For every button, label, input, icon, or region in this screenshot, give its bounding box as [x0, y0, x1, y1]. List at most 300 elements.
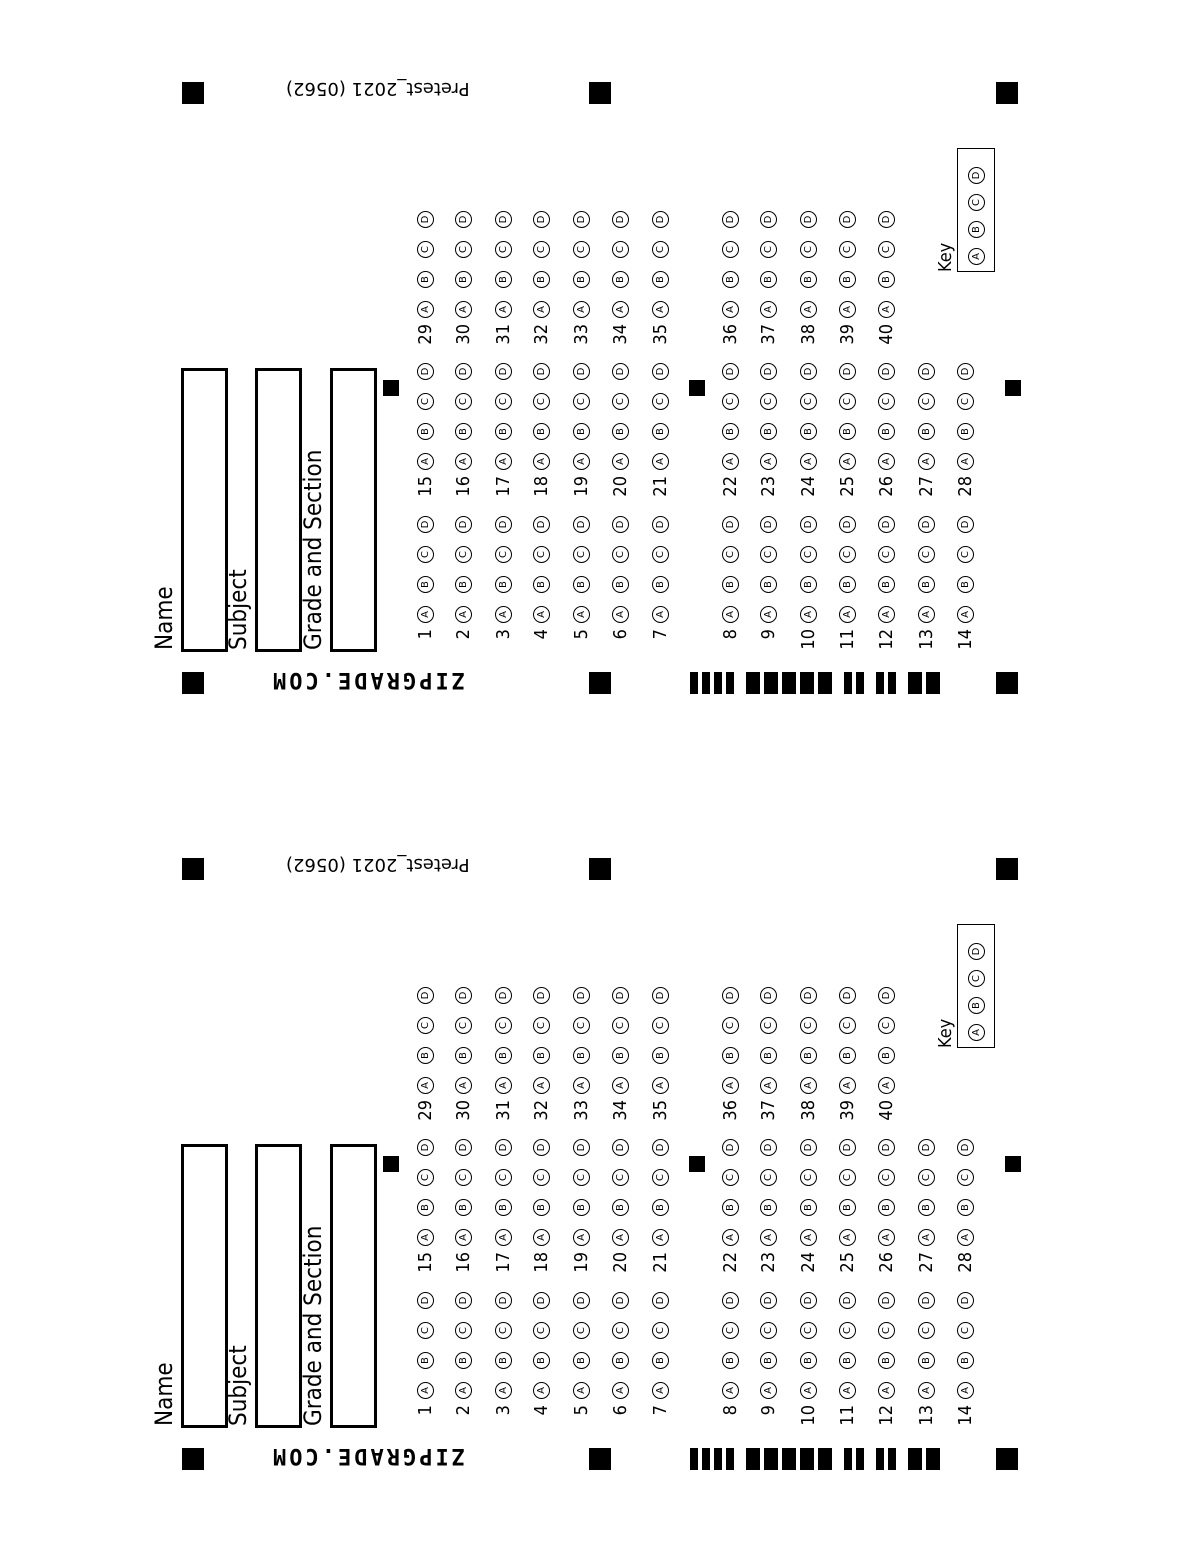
bubble-b[interactable]: B — [573, 271, 590, 288]
bubble-d[interactable]: D — [839, 1292, 856, 1309]
bubble-c[interactable]: C — [652, 546, 669, 563]
bubble-d[interactable]: D — [495, 1292, 512, 1309]
field-box-1[interactable] — [255, 1144, 302, 1428]
bubble-a[interactable]: A — [455, 1382, 472, 1399]
bubble-c[interactable]: C — [573, 546, 590, 563]
bubble-a[interactable]: A — [652, 301, 669, 318]
bubble-d[interactable]: D — [722, 1292, 739, 1309]
bubble-a[interactable]: A — [495, 301, 512, 318]
bubble-d[interactable]: D — [800, 516, 817, 533]
bubble-c[interactable]: C — [800, 1322, 817, 1339]
bubble-b[interactable]: B — [839, 1047, 856, 1064]
bubble-b[interactable]: B — [533, 1047, 550, 1064]
bubble-b[interactable]: B — [957, 1199, 974, 1216]
bubble-d[interactable]: D — [417, 1292, 434, 1309]
bubble-c[interactable]: C — [455, 1169, 472, 1186]
bubble-c[interactable]: C — [878, 393, 895, 410]
bubble-a[interactable]: A — [455, 606, 472, 623]
bubble-a[interactable]: A — [612, 1077, 629, 1094]
bubble-a[interactable]: A — [878, 1229, 895, 1246]
bubble-c[interactable]: C — [918, 546, 935, 563]
bubble-d[interactable]: D — [878, 516, 895, 533]
bubble-b[interactable]: B — [800, 1199, 817, 1216]
bubble-b[interactable]: B — [760, 271, 777, 288]
bubble-a[interactable]: A — [878, 301, 895, 318]
bubble-c[interactable]: C — [417, 1322, 434, 1339]
bubble-c[interactable]: C — [722, 241, 739, 258]
bubble-a[interactable]: A — [495, 606, 512, 623]
bubble-c[interactable]: C — [878, 1017, 895, 1034]
bubble-c[interactable]: C — [957, 1322, 974, 1339]
bubble-d[interactable]: D — [760, 1139, 777, 1156]
bubble-a[interactable]: A — [533, 1382, 550, 1399]
bubble-a[interactable]: A — [455, 1229, 472, 1246]
bubble-d[interactable]: D — [612, 211, 629, 228]
bubble-b[interactable]: B — [722, 1047, 739, 1064]
bubble-a[interactable]: A — [800, 301, 817, 318]
bubble-c[interactable]: C — [760, 1017, 777, 1034]
bubble-b[interactable]: B — [722, 1352, 739, 1369]
bubble-c[interactable]: C — [417, 393, 434, 410]
bubble-d[interactable]: D — [417, 1139, 434, 1156]
bubble-a[interactable]: A — [839, 1229, 856, 1246]
bubble-b[interactable]: B — [800, 271, 817, 288]
bubble-d[interactable]: D — [533, 987, 550, 1004]
bubble-c[interactable]: C — [800, 393, 817, 410]
bubble-d[interactable]: D — [417, 987, 434, 1004]
bubble-a[interactable]: A — [722, 606, 739, 623]
bubble-a[interactable]: A — [417, 453, 434, 470]
bubble-b[interactable]: B — [455, 1199, 472, 1216]
bubble-b[interactable]: B — [495, 576, 512, 593]
bubble-a[interactable]: A — [652, 1382, 669, 1399]
key-bubble-b[interactable]: B — [968, 997, 985, 1014]
bubble-c[interactable]: C — [722, 393, 739, 410]
bubble-b[interactable]: B — [878, 271, 895, 288]
bubble-c[interactable]: C — [878, 1169, 895, 1186]
bubble-c[interactable]: C — [839, 1169, 856, 1186]
bubble-c[interactable]: C — [573, 241, 590, 258]
bubble-c[interactable]: C — [533, 546, 550, 563]
bubble-c[interactable]: C — [495, 393, 512, 410]
bubble-b[interactable]: B — [573, 423, 590, 440]
bubble-d[interactable]: D — [722, 987, 739, 1004]
bubble-b[interactable]: B — [839, 271, 856, 288]
bubble-b[interactable]: B — [760, 1047, 777, 1064]
bubble-c[interactable]: C — [918, 393, 935, 410]
bubble-d[interactable]: D — [573, 1139, 590, 1156]
bubble-d[interactable]: D — [533, 211, 550, 228]
bubble-b[interactable]: B — [573, 1199, 590, 1216]
bubble-c[interactable]: C — [839, 1017, 856, 1034]
bubble-c[interactable]: C — [652, 393, 669, 410]
bubble-b[interactable]: B — [612, 1199, 629, 1216]
bubble-d[interactable]: D — [455, 211, 472, 228]
bubble-d[interactable]: D — [533, 516, 550, 533]
bubble-a[interactable]: A — [918, 1229, 935, 1246]
bubble-c[interactable]: C — [800, 546, 817, 563]
bubble-d[interactable]: D — [652, 987, 669, 1004]
bubble-b[interactable]: B — [957, 423, 974, 440]
bubble-d[interactable]: D — [652, 1292, 669, 1309]
bubble-a[interactable]: A — [573, 301, 590, 318]
bubble-a[interactable]: A — [612, 453, 629, 470]
bubble-b[interactable]: B — [612, 576, 629, 593]
bubble-c[interactable]: C — [455, 1322, 472, 1339]
bubble-b[interactable]: B — [533, 423, 550, 440]
bubble-b[interactable]: B — [722, 271, 739, 288]
bubble-d[interactable]: D — [495, 516, 512, 533]
bubble-b[interactable]: B — [417, 423, 434, 440]
bubble-c[interactable]: C — [652, 1017, 669, 1034]
bubble-b[interactable]: B — [878, 1047, 895, 1064]
bubble-a[interactable]: A — [573, 453, 590, 470]
bubble-b[interactable]: B — [573, 1047, 590, 1064]
bubble-b[interactable]: B — [533, 1352, 550, 1369]
bubble-b[interactable]: B — [533, 271, 550, 288]
bubble-a[interactable]: A — [760, 1077, 777, 1094]
bubble-c[interactable]: C — [652, 1169, 669, 1186]
bubble-d[interactable]: D — [533, 1139, 550, 1156]
bubble-d[interactable]: D — [878, 1292, 895, 1309]
bubble-a[interactable]: A — [652, 453, 669, 470]
bubble-b[interactable]: B — [652, 1352, 669, 1369]
bubble-a[interactable]: A — [760, 606, 777, 623]
bubble-d[interactable]: D — [612, 987, 629, 1004]
bubble-c[interactable]: C — [760, 241, 777, 258]
bubble-b[interactable]: B — [455, 576, 472, 593]
bubble-d[interactable]: D — [878, 1139, 895, 1156]
bubble-b[interactable]: B — [455, 271, 472, 288]
bubble-a[interactable]: A — [957, 606, 974, 623]
bubble-a[interactable]: A — [417, 1382, 434, 1399]
bubble-a[interactable]: A — [800, 606, 817, 623]
bubble-c[interactable]: C — [495, 241, 512, 258]
bubble-c[interactable]: C — [722, 546, 739, 563]
bubble-c[interactable]: C — [455, 393, 472, 410]
bubble-b[interactable]: B — [652, 1199, 669, 1216]
bubble-c[interactable]: C — [417, 546, 434, 563]
bubble-d[interactable]: D — [878, 987, 895, 1004]
bubble-b[interactable]: B — [612, 1352, 629, 1369]
bubble-c[interactable]: C — [573, 1169, 590, 1186]
bubble-d[interactable]: D — [455, 987, 472, 1004]
bubble-d[interactable]: D — [957, 1292, 974, 1309]
bubble-a[interactable]: A — [918, 606, 935, 623]
bubble-d[interactable]: D — [612, 1139, 629, 1156]
bubble-a[interactable]: A — [722, 453, 739, 470]
bubble-c[interactable]: C — [612, 1017, 629, 1034]
bubble-d[interactable]: D — [800, 363, 817, 380]
bubble-a[interactable]: A — [722, 1077, 739, 1094]
bubble-a[interactable]: A — [760, 301, 777, 318]
bubble-b[interactable]: B — [495, 1047, 512, 1064]
bubble-c[interactable]: C — [533, 1017, 550, 1034]
bubble-a[interactable]: A — [760, 1382, 777, 1399]
bubble-d[interactable]: D — [878, 363, 895, 380]
bubble-c[interactable]: C — [800, 1017, 817, 1034]
bubble-c[interactable]: C — [918, 1169, 935, 1186]
bubble-c[interactable]: C — [760, 1322, 777, 1339]
bubble-b[interactable]: B — [918, 423, 935, 440]
bubble-d[interactable]: D — [533, 363, 550, 380]
bubble-a[interactable]: A — [533, 1229, 550, 1246]
bubble-d[interactable]: D — [455, 363, 472, 380]
bubble-b[interactable]: B — [957, 576, 974, 593]
bubble-b[interactable]: B — [800, 423, 817, 440]
bubble-d[interactable]: D — [495, 363, 512, 380]
bubble-d[interactable]: D — [612, 1292, 629, 1309]
bubble-c[interactable]: C — [760, 1169, 777, 1186]
bubble-b[interactable]: B — [495, 423, 512, 440]
bubble-b[interactable]: B — [878, 1352, 895, 1369]
bubble-a[interactable]: A — [652, 1077, 669, 1094]
bubble-d[interactable]: D — [533, 1292, 550, 1309]
bubble-d[interactable]: D — [652, 211, 669, 228]
bubble-a[interactable]: A — [957, 453, 974, 470]
bubble-b[interactable]: B — [652, 423, 669, 440]
bubble-c[interactable]: C — [800, 241, 817, 258]
bubble-c[interactable]: C — [652, 1322, 669, 1339]
bubble-b[interactable]: B — [652, 271, 669, 288]
key-bubble-d[interactable]: D — [968, 167, 985, 184]
bubble-d[interactable]: D — [722, 1139, 739, 1156]
bubble-b[interactable]: B — [612, 423, 629, 440]
bubble-a[interactable]: A — [417, 606, 434, 623]
key-bubble-c[interactable]: C — [968, 194, 985, 211]
bubble-a[interactable]: A — [839, 1077, 856, 1094]
key-bubble-c[interactable]: C — [968, 970, 985, 987]
bubble-b[interactable]: B — [573, 1352, 590, 1369]
field-box-0[interactable] — [181, 368, 228, 652]
bubble-c[interactable]: C — [533, 393, 550, 410]
bubble-b[interactable]: B — [878, 576, 895, 593]
bubble-c[interactable]: C — [573, 1017, 590, 1034]
key-bubble-d[interactable]: D — [968, 943, 985, 960]
bubble-a[interactable]: A — [839, 453, 856, 470]
bubble-b[interactable]: B — [800, 1352, 817, 1369]
bubble-a[interactable]: A — [612, 301, 629, 318]
bubble-d[interactable]: D — [495, 211, 512, 228]
bubble-b[interactable]: B — [417, 576, 434, 593]
bubble-b[interactable]: B — [722, 423, 739, 440]
bubble-a[interactable]: A — [760, 453, 777, 470]
bubble-b[interactable]: B — [800, 1047, 817, 1064]
bubble-c[interactable]: C — [455, 241, 472, 258]
bubble-a[interactable]: A — [495, 453, 512, 470]
bubble-c[interactable]: C — [957, 1169, 974, 1186]
bubble-a[interactable]: A — [533, 301, 550, 318]
bubble-a[interactable]: A — [839, 606, 856, 623]
bubble-d[interactable]: D — [957, 363, 974, 380]
bubble-d[interactable]: D — [722, 363, 739, 380]
bubble-a[interactable]: A — [957, 1382, 974, 1399]
bubble-a[interactable]: A — [573, 1229, 590, 1246]
bubble-a[interactable]: A — [722, 1382, 739, 1399]
bubble-b[interactable]: B — [495, 1199, 512, 1216]
bubble-c[interactable]: C — [495, 1322, 512, 1339]
bubble-c[interactable]: C — [957, 546, 974, 563]
bubble-b[interactable]: B — [612, 1047, 629, 1064]
bubble-a[interactable]: A — [839, 301, 856, 318]
bubble-a[interactable]: A — [612, 606, 629, 623]
bubble-d[interactable]: D — [957, 516, 974, 533]
bubble-d[interactable]: D — [918, 1292, 935, 1309]
bubble-b[interactable]: B — [878, 1199, 895, 1216]
bubble-b[interactable]: B — [495, 1352, 512, 1369]
bubble-d[interactable]: D — [800, 1139, 817, 1156]
bubble-a[interactable]: A — [417, 301, 434, 318]
bubble-c[interactable]: C — [495, 1017, 512, 1034]
bubble-c[interactable]: C — [839, 546, 856, 563]
bubble-b[interactable]: B — [760, 576, 777, 593]
bubble-d[interactable]: D — [918, 363, 935, 380]
bubble-d[interactable]: D — [612, 516, 629, 533]
bubble-a[interactable]: A — [455, 453, 472, 470]
bubble-c[interactable]: C — [800, 1169, 817, 1186]
bubble-b[interactable]: B — [839, 1352, 856, 1369]
bubble-a[interactable]: A — [918, 453, 935, 470]
bubble-c[interactable]: C — [878, 1322, 895, 1339]
bubble-a[interactable]: A — [800, 1382, 817, 1399]
bubble-a[interactable]: A — [612, 1229, 629, 1246]
bubble-d[interactable]: D — [760, 363, 777, 380]
bubble-a[interactable]: A — [722, 301, 739, 318]
bubble-d[interactable]: D — [573, 211, 590, 228]
bubble-b[interactable]: B — [760, 1199, 777, 1216]
bubble-a[interactable]: A — [957, 1229, 974, 1246]
bubble-c[interactable]: C — [839, 393, 856, 410]
bubble-c[interactable]: C — [573, 1322, 590, 1339]
bubble-c[interactable]: C — [612, 393, 629, 410]
bubble-b[interactable]: B — [918, 1199, 935, 1216]
bubble-d[interactable]: D — [417, 516, 434, 533]
bubble-c[interactable]: C — [722, 1017, 739, 1034]
bubble-c[interactable]: C — [533, 241, 550, 258]
bubble-a[interactable]: A — [533, 453, 550, 470]
bubble-c[interactable]: C — [760, 546, 777, 563]
bubble-c[interactable]: C — [652, 241, 669, 258]
field-box-0[interactable] — [181, 1144, 228, 1428]
bubble-c[interactable]: C — [612, 1169, 629, 1186]
bubble-b[interactable]: B — [612, 271, 629, 288]
bubble-c[interactable]: C — [495, 1169, 512, 1186]
bubble-b[interactable]: B — [839, 423, 856, 440]
bubble-c[interactable]: C — [722, 1322, 739, 1339]
bubble-c[interactable]: C — [957, 393, 974, 410]
bubble-d[interactable]: D — [878, 211, 895, 228]
bubble-b[interactable]: B — [878, 423, 895, 440]
bubble-a[interactable]: A — [878, 1077, 895, 1094]
bubble-d[interactable]: D — [918, 516, 935, 533]
bubble-c[interactable]: C — [417, 1017, 434, 1034]
bubble-a[interactable]: A — [417, 1077, 434, 1094]
bubble-c[interactable]: C — [417, 1169, 434, 1186]
bubble-a[interactable]: A — [652, 1229, 669, 1246]
bubble-d[interactable]: D — [760, 211, 777, 228]
bubble-b[interactable]: B — [722, 576, 739, 593]
field-box-2[interactable] — [330, 368, 377, 652]
key-bubble-b[interactable]: B — [968, 221, 985, 238]
bubble-c[interactable]: C — [417, 241, 434, 258]
bubble-a[interactable]: A — [612, 1382, 629, 1399]
bubble-d[interactable]: D — [760, 516, 777, 533]
bubble-b[interactable]: B — [800, 576, 817, 593]
bubble-b[interactable]: B — [455, 423, 472, 440]
field-box-2[interactable] — [330, 1144, 377, 1428]
bubble-b[interactable]: B — [455, 1047, 472, 1064]
bubble-c[interactable]: C — [533, 1322, 550, 1339]
bubble-a[interactable]: A — [573, 1382, 590, 1399]
bubble-d[interactable]: D — [918, 1139, 935, 1156]
bubble-b[interactable]: B — [417, 271, 434, 288]
field-box-1[interactable] — [255, 368, 302, 652]
bubble-c[interactable]: C — [722, 1169, 739, 1186]
bubble-c[interactable]: C — [918, 1322, 935, 1339]
bubble-b[interactable]: B — [495, 271, 512, 288]
bubble-b[interactable]: B — [722, 1199, 739, 1216]
bubble-a[interactable]: A — [839, 1382, 856, 1399]
bubble-c[interactable]: C — [495, 546, 512, 563]
bubble-d[interactable]: D — [455, 516, 472, 533]
bubble-b[interactable]: B — [652, 576, 669, 593]
bubble-b[interactable]: B — [918, 1352, 935, 1369]
bubble-d[interactable]: D — [839, 516, 856, 533]
bubble-c[interactable]: C — [612, 1322, 629, 1339]
bubble-b[interactable]: B — [533, 576, 550, 593]
bubble-a[interactable]: A — [495, 1229, 512, 1246]
bubble-a[interactable]: A — [878, 453, 895, 470]
bubble-d[interactable]: D — [760, 987, 777, 1004]
bubble-d[interactable]: D — [573, 363, 590, 380]
bubble-a[interactable]: A — [417, 1229, 434, 1246]
bubble-d[interactable]: D — [573, 516, 590, 533]
bubble-b[interactable]: B — [839, 576, 856, 593]
bubble-b[interactable]: B — [760, 1352, 777, 1369]
bubble-a[interactable]: A — [918, 1382, 935, 1399]
bubble-b[interactable]: B — [533, 1199, 550, 1216]
bubble-c[interactable]: C — [455, 546, 472, 563]
bubble-d[interactable]: D — [957, 1139, 974, 1156]
bubble-c[interactable]: C — [573, 393, 590, 410]
bubble-b[interactable]: B — [573, 576, 590, 593]
bubble-c[interactable]: C — [878, 546, 895, 563]
bubble-d[interactable]: D — [495, 1139, 512, 1156]
bubble-d[interactable]: D — [839, 1139, 856, 1156]
bubble-d[interactable]: D — [455, 1139, 472, 1156]
bubble-b[interactable]: B — [918, 576, 935, 593]
bubble-d[interactable]: D — [800, 987, 817, 1004]
bubble-b[interactable]: B — [417, 1352, 434, 1369]
bubble-c[interactable]: C — [612, 241, 629, 258]
bubble-a[interactable]: A — [652, 606, 669, 623]
bubble-a[interactable]: A — [760, 1229, 777, 1246]
bubble-c[interactable]: C — [455, 1017, 472, 1034]
bubble-d[interactable]: D — [652, 516, 669, 533]
bubble-d[interactable]: D — [573, 987, 590, 1004]
bubble-a[interactable]: A — [495, 1077, 512, 1094]
bubble-a[interactable]: A — [533, 1077, 550, 1094]
bubble-d[interactable]: D — [839, 363, 856, 380]
bubble-b[interactable]: B — [417, 1047, 434, 1064]
bubble-c[interactable]: C — [612, 546, 629, 563]
bubble-a[interactable]: A — [800, 453, 817, 470]
bubble-c[interactable]: C — [760, 393, 777, 410]
bubble-d[interactable]: D — [612, 363, 629, 380]
bubble-d[interactable]: D — [760, 1292, 777, 1309]
bubble-a[interactable]: A — [800, 1229, 817, 1246]
bubble-c[interactable]: C — [839, 1322, 856, 1339]
